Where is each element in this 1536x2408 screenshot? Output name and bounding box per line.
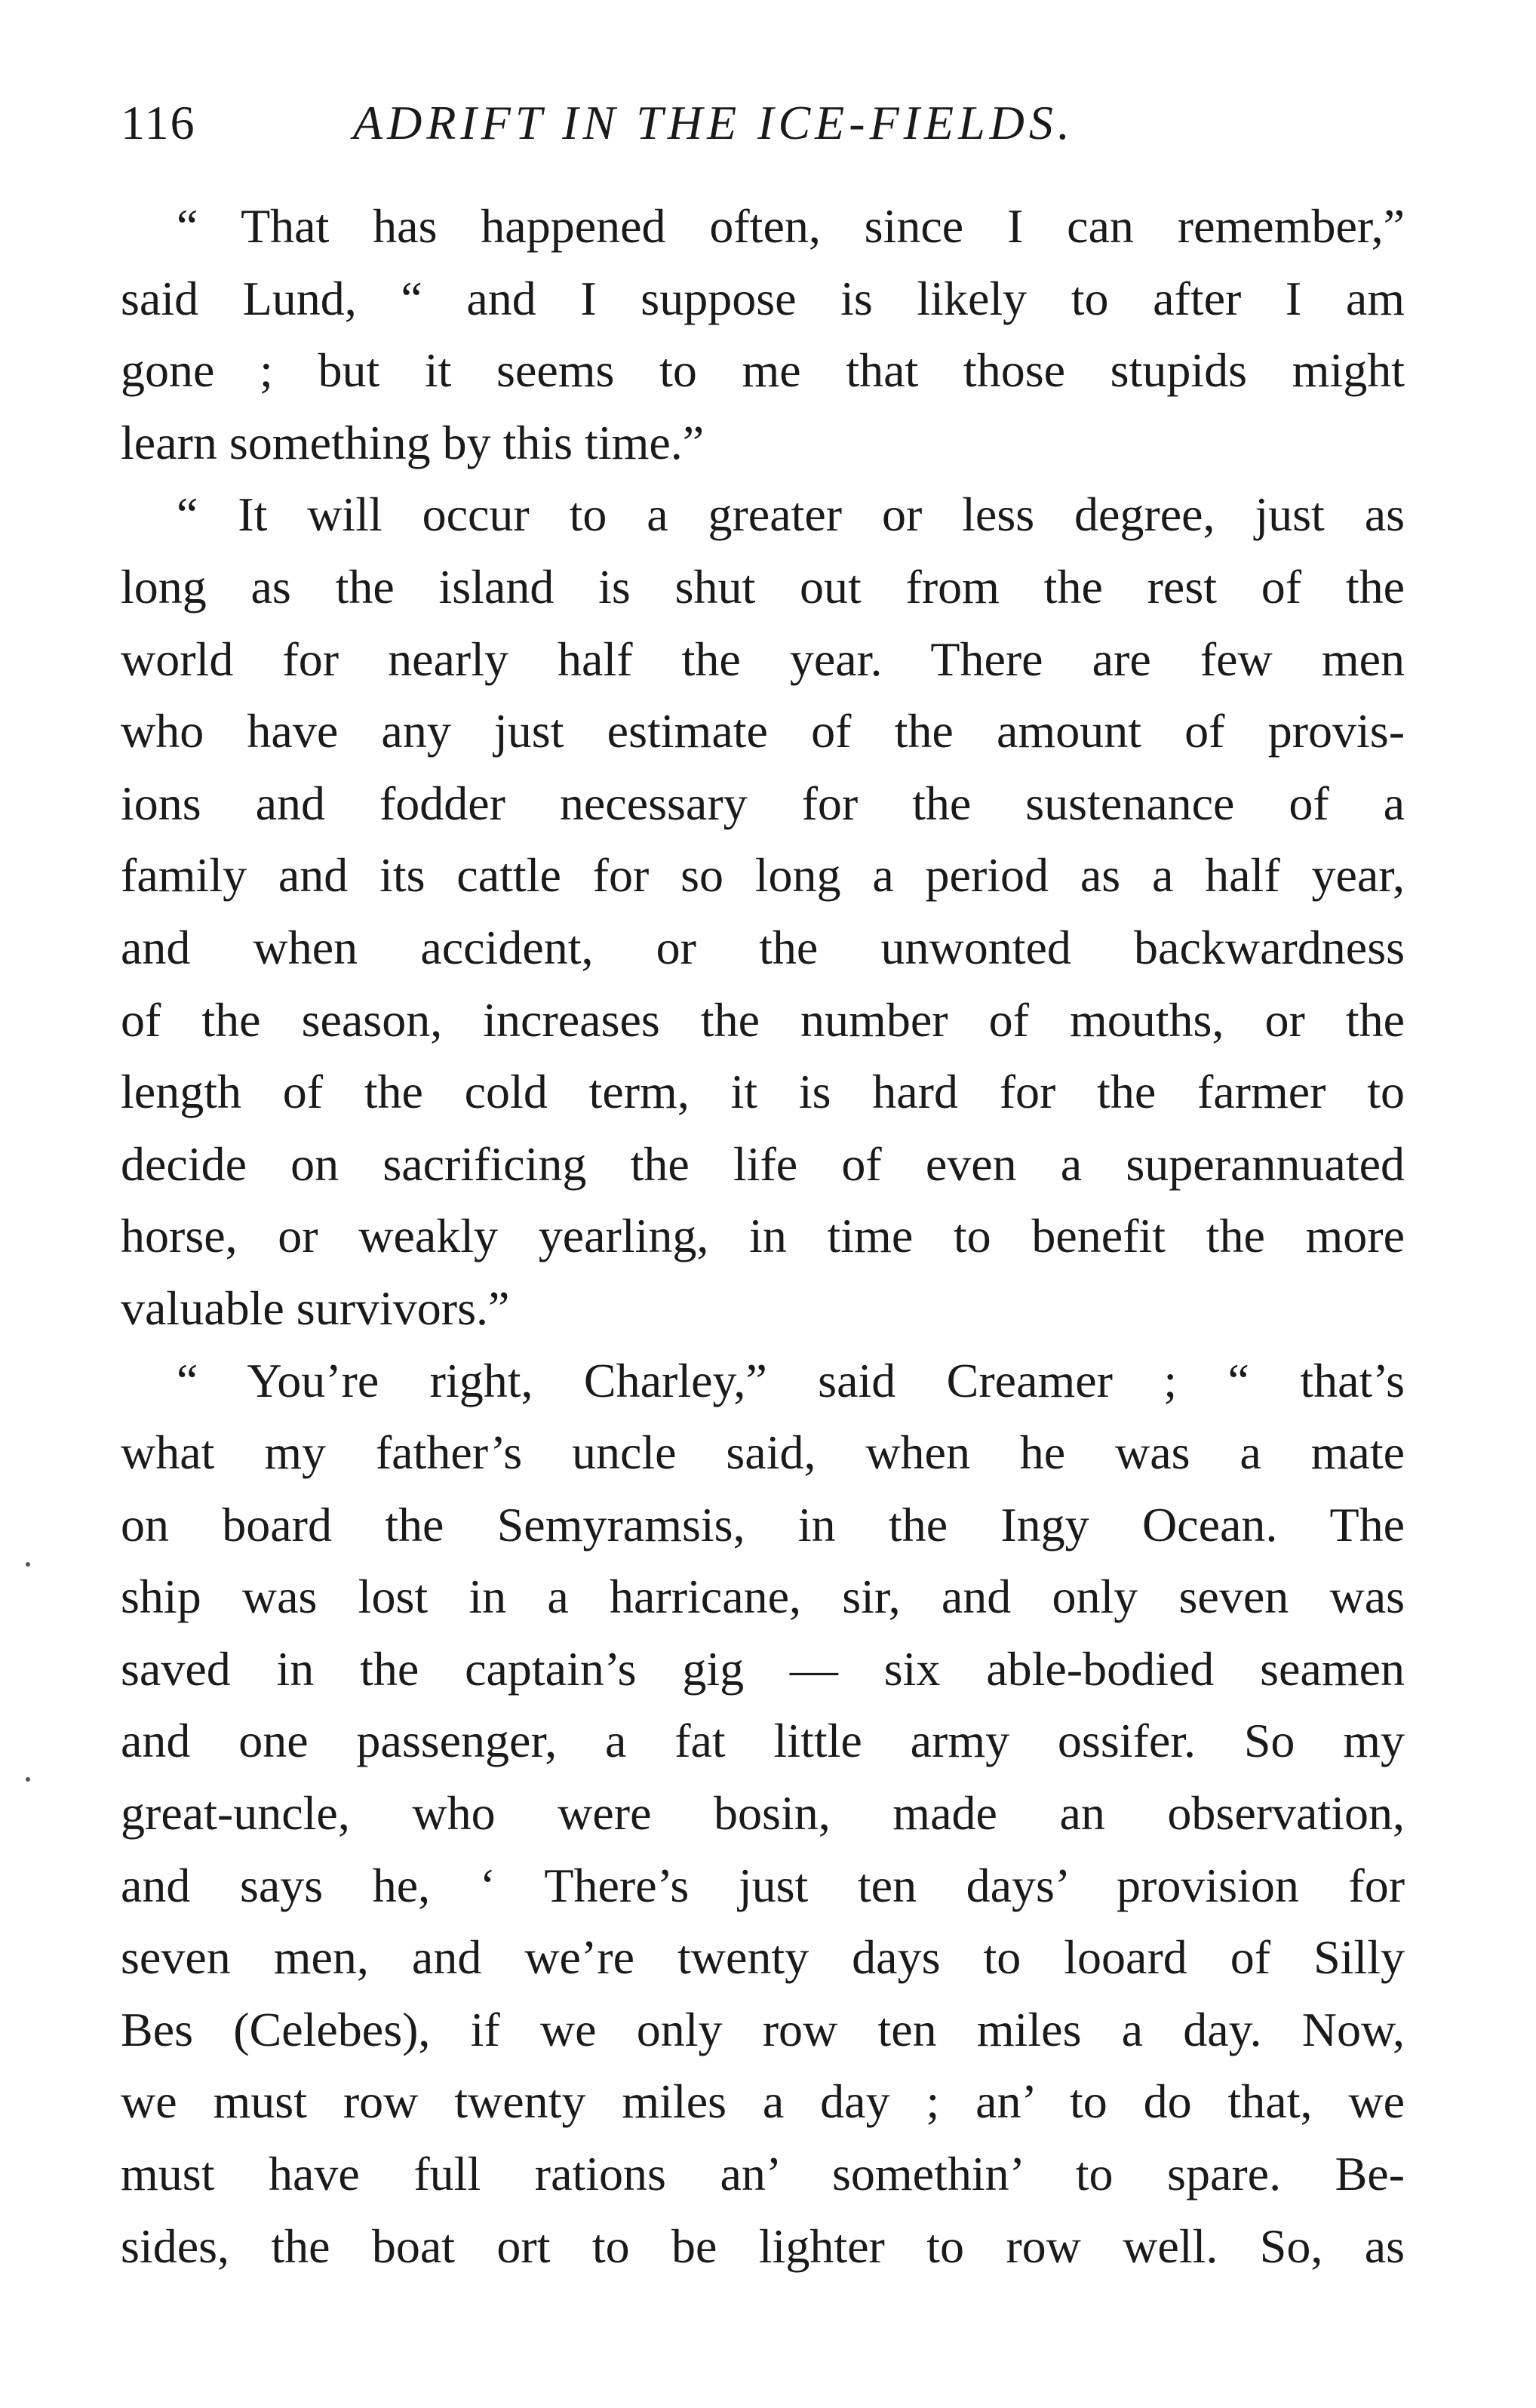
text-line: must have full rations an’ somethin’ to spare. Be- (121, 2147, 1405, 2201)
text-line: family and its cattle for so long a period as a half year, (121, 848, 1405, 903)
page-header (121, 89, 1418, 157)
text-line: great-uncle, who were bosin, made an observation, (121, 1786, 1405, 1841)
text-line: of the season, increases the number of mouths, or the (121, 992, 1405, 1047)
text-line: and one passenger, a fat little army ossifer. So my (121, 1714, 1405, 1768)
text-line: Bes (Celebes), if we only row ten miles a day. Now, (121, 2002, 1405, 2056)
ink-speck (26, 1562, 30, 1567)
text-line: learn something by this time.” (121, 415, 705, 469)
text-line: what my father’s uncle said, when he was a mate (121, 1425, 1405, 1480)
text-line: long as the island is shut out from the rest of the (121, 559, 1405, 614)
text-line: decide on sacrificing the life of even a superannuated (121, 1136, 1405, 1191)
text-line: and says he, ‘ There’s just ten days’ provision for (121, 1858, 1405, 1912)
text-line: who have any just estimate of the amount of provis- (121, 704, 1405, 758)
text-line: seven men, and we’re twenty days to looard of Silly (121, 1930, 1405, 1985)
text-line: horse, or weakly yearling, in time to benefit the more (121, 1209, 1405, 1263)
text-line: ions and fodder necessary for the sustenance of a (121, 776, 1405, 830)
text-line: “ That has happened often, since I can remember,” (177, 199, 1405, 253)
text-line: said Lund, “ and I suppose is likely to after I am (121, 271, 1405, 325)
text-line: “ You’re right, Charley,” said Creamer ; “ that’s (177, 1353, 1405, 1407)
body-text (121, 190, 1405, 2282)
text-line: gone ; but it seems to me that those stupids might (121, 343, 1405, 398)
text-line: on board the Semyramsis, in the Ingy Ocean. The (121, 1497, 1405, 1552)
text-line: length of the cold term, it is hard for the farmer to (121, 1065, 1405, 1119)
text-line: ship was lost in a harricane, sir, and only seven was (121, 1570, 1405, 1624)
text-line: valuable survivors.” (121, 1281, 510, 1335)
text-line: “ It will occur to a greater or less degree, just as (177, 487, 1405, 542)
text-line: world for nearly half the year. There are few men (121, 632, 1405, 686)
ink-speck (26, 1777, 30, 1782)
text-line: saved in the captain’s gig — six able-bodied seamen (121, 1641, 1405, 1696)
page-number: 116 (121, 96, 196, 149)
text-line: sides, the boat ort to be lighter to row well. So, as (121, 2219, 1405, 2273)
running-title: ADRIFT IN THE ICE-FIELDS. (353, 96, 1074, 149)
text-line: we must row twenty miles a day ; an’ to do that, we (121, 2074, 1405, 2129)
text-line: and when accident, or the unwonted backwardness (121, 920, 1405, 974)
